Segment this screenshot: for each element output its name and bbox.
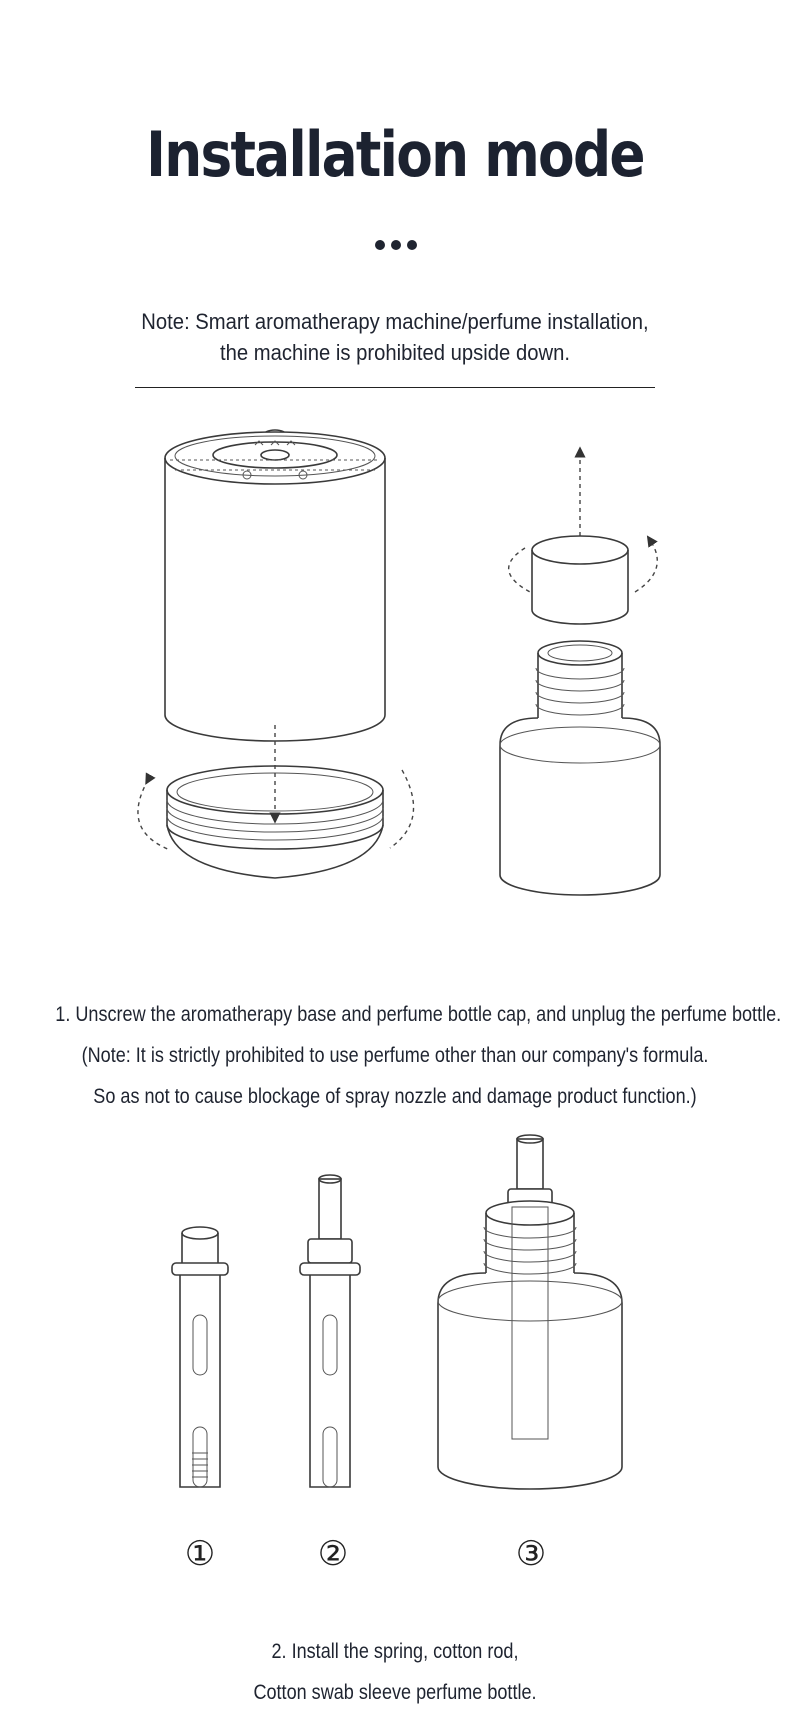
note-line-1: Note: Smart aromatherapy machine/perfume installation,: [141, 309, 649, 334]
part-label-3: ③: [515, 1534, 547, 1574]
note-line-2: the machine is prohibited upside down.: [220, 340, 570, 365]
step1-line-1: 1. Unscrew the aromatherapy base and perfume bottle cap, and unplug the perfume bottle.: [55, 1003, 782, 1026]
spring-sleeve-drawing: [172, 1227, 228, 1487]
section-divider: [135, 387, 655, 388]
diffuser-machine-drawing: [165, 430, 385, 741]
perfume-cap-drawing: [509, 452, 658, 624]
part-label-1: ①: [184, 1534, 216, 1574]
assembled-bottle-drawing: [438, 1135, 622, 1489]
page-title: Installation mode: [146, 118, 644, 191]
installation-note: [32, 306, 759, 368]
step1-illustration: [0, 400, 790, 920]
perfume-bottle-drawing: [500, 641, 660, 895]
step2-illustration: [0, 1135, 790, 1575]
step2-line-1: 2. Install the spring, cotton rod,: [271, 1640, 519, 1663]
aromatherapy-base-drawing: [138, 766, 414, 878]
step1-line-2: (Note: It is strictly prohibited to use perfume other than our company's formula.: [81, 1044, 709, 1067]
step1-instruction: [55, 994, 782, 1117]
step1-line-3: So as not to cause blockage of spray nozzle and damage product function.): [93, 1085, 697, 1108]
cotton-rod-drawing: [300, 1175, 360, 1487]
step2-instruction: [55, 1631, 734, 1713]
part-label-2: ②: [317, 1534, 349, 1574]
ellipsis-divider: [375, 240, 417, 252]
step2-line-2: Cotton swab sleeve perfume bottle.: [253, 1681, 537, 1704]
